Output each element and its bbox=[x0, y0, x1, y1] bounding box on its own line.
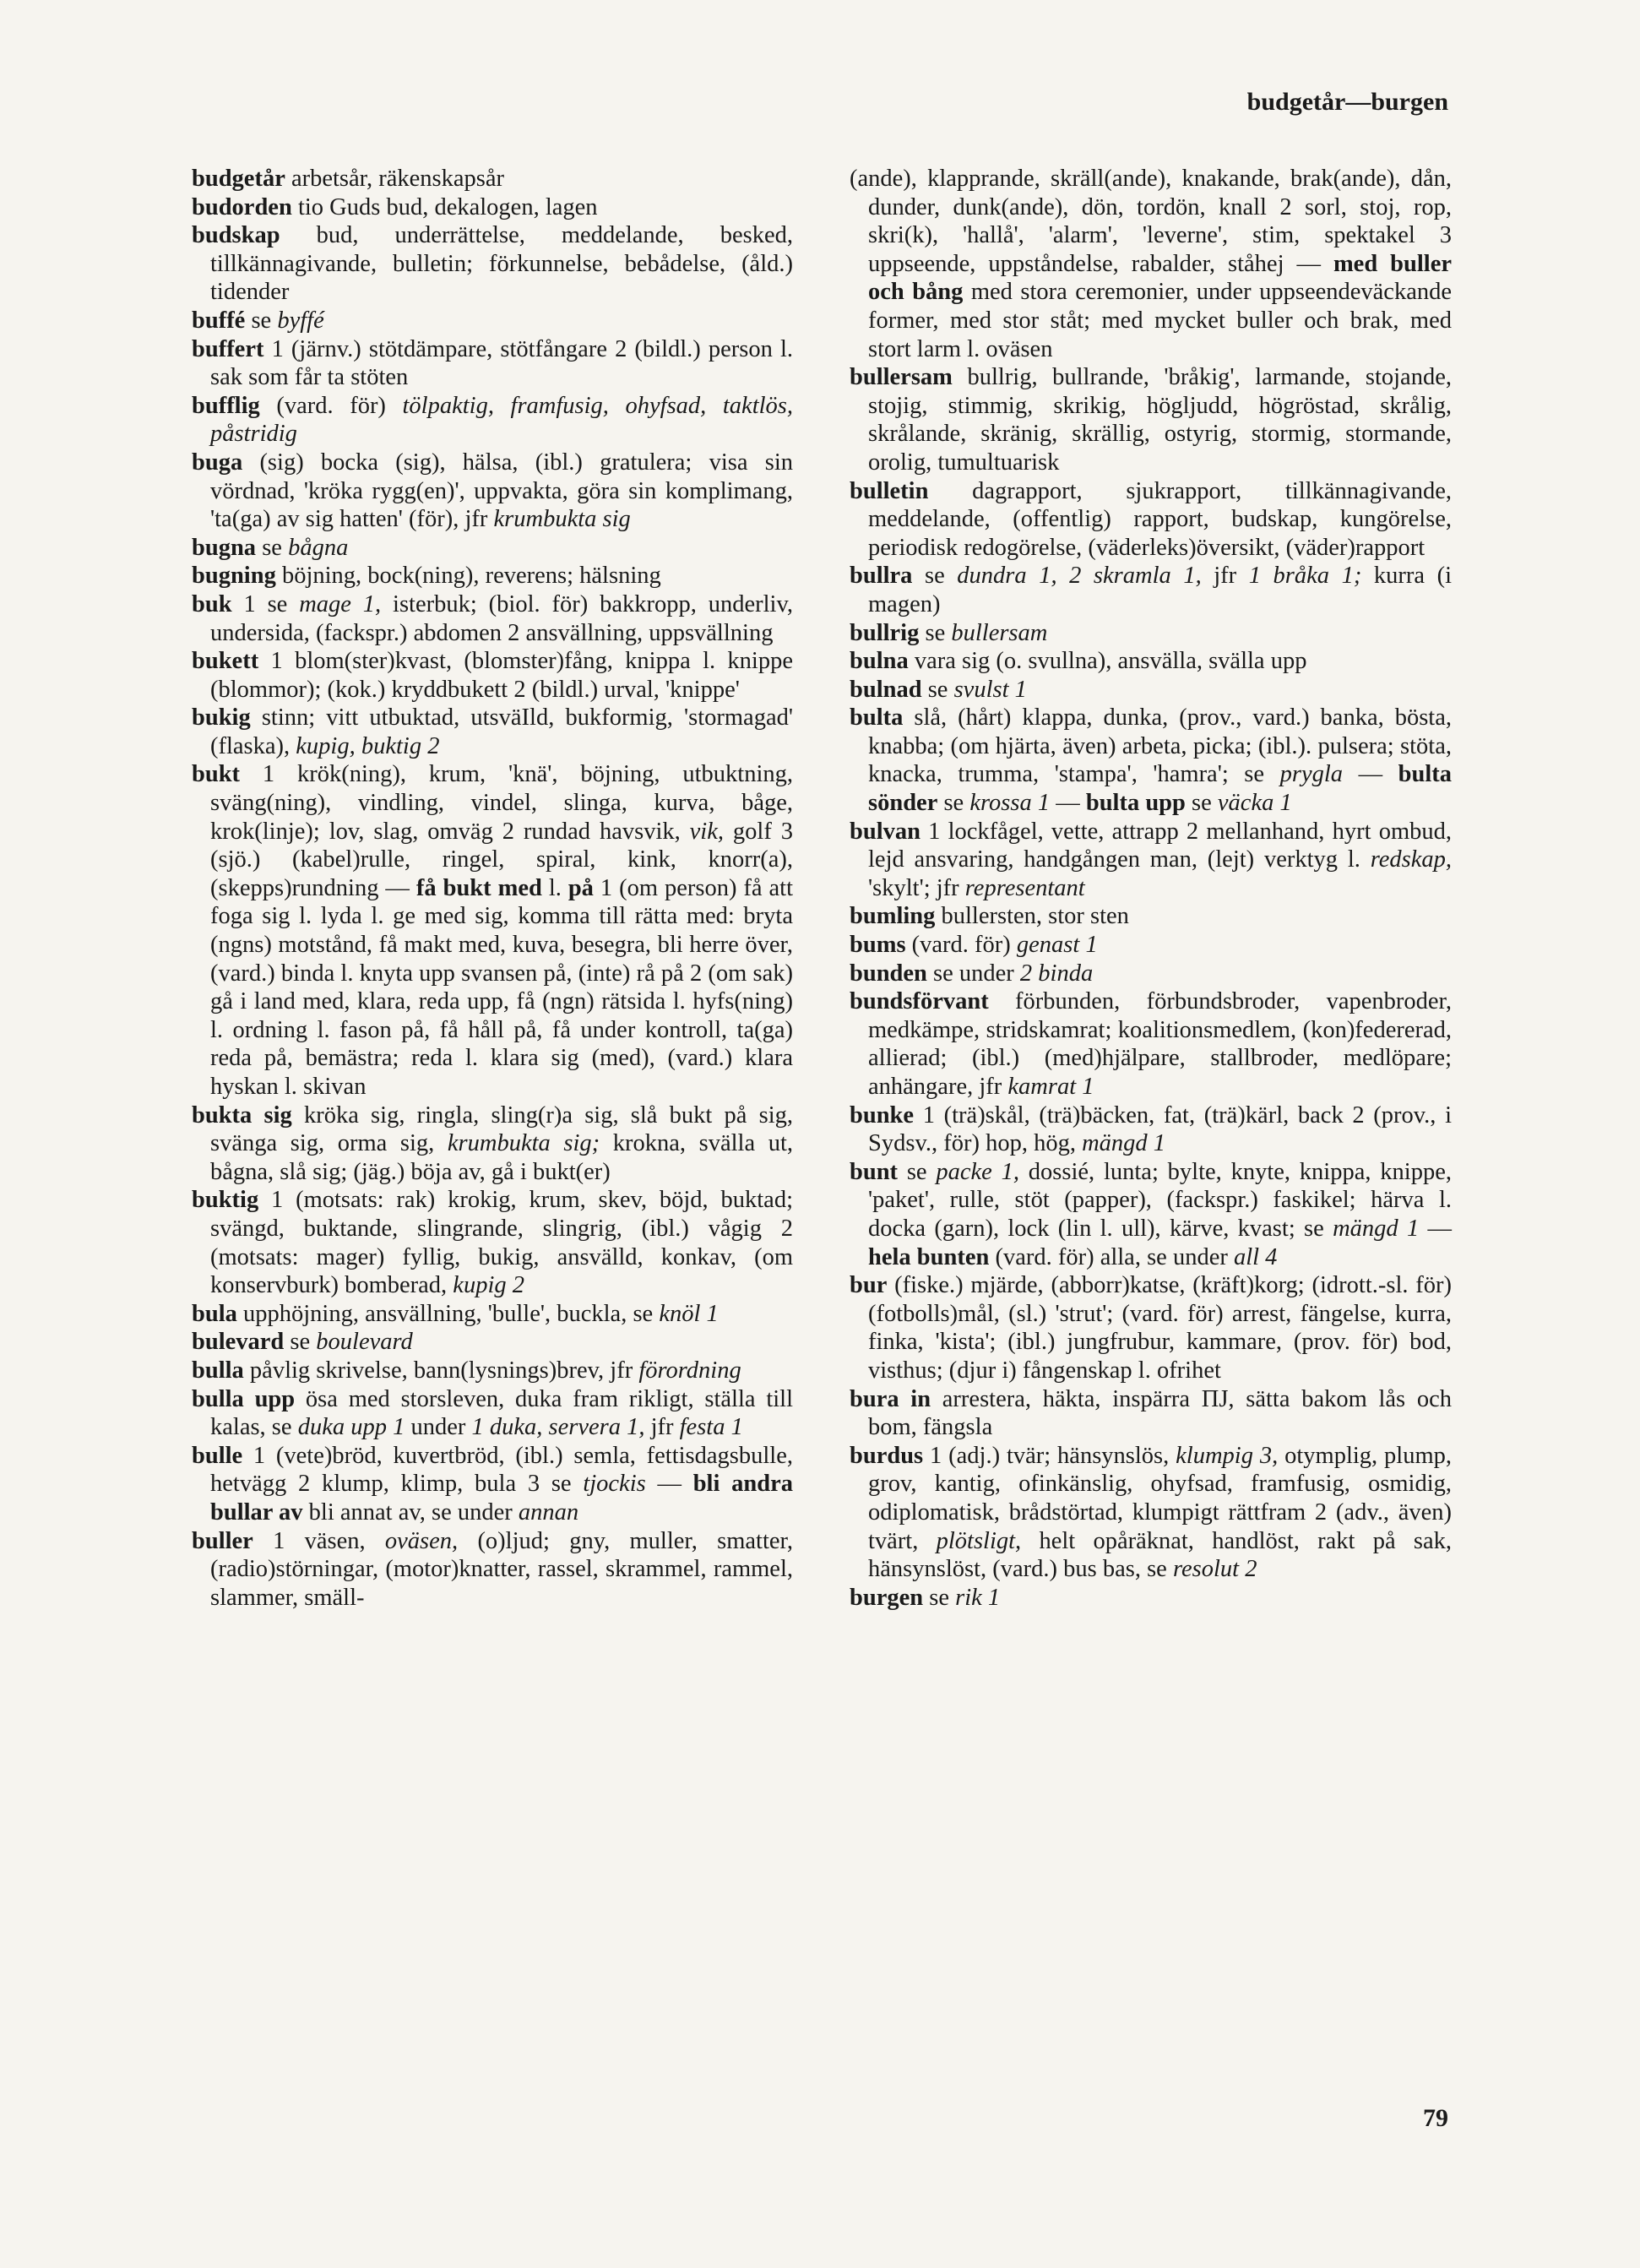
entry-text: med stora ceremonier, under uppseendeväckande former, med stor ståt; med mycket buller och brak, med stort larm l. oväsen bbox=[868, 279, 1453, 362]
entry-text: 1 väsen, bbox=[253, 1527, 385, 1554]
entry-headword: få bukt med bbox=[415, 874, 542, 901]
entry-reference: mängd 1 bbox=[1082, 1130, 1166, 1157]
entry-text: stinn; vitt utbuktad, utsväIld, bukformig, 'stormagad' (flaska), bbox=[210, 704, 793, 759]
entry-headword: bulevard bbox=[192, 1329, 285, 1356]
entry-text: kröka sig, ringla, sling(r)a sig, slå bukt på sig, svänga sig, orma sig, bbox=[210, 1101, 794, 1157]
entry-headword: bli andra bullar av bbox=[210, 1471, 793, 1526]
entry-headword: bulletin bbox=[850, 477, 929, 504]
entry-reference: resolut 2 bbox=[1172, 1556, 1257, 1583]
dictionary-entry bbox=[192, 1385, 793, 1442]
entry-text: (fiske.) mjärde, (abborr)katse, (kräft)korg; (idrott.-sl. för) (fotbolls)mål, (sl.) 'strut'; (vard. för) arrest, fängelse, kurra, finka, 'kista'; (ibl.) jungfrubur, kammare, (prov. för) bod, visthus; (djur i) fångenskap l. ofrihet bbox=[868, 1272, 1452, 1384]
entry-headword: burdus bbox=[850, 1442, 924, 1469]
dictionary-entry bbox=[850, 1101, 1452, 1158]
entry-text: — bbox=[1419, 1215, 1453, 1242]
entry-text: se bbox=[912, 563, 958, 590]
entry-headword: bukt bbox=[192, 761, 241, 788]
entry-reference: 1 bråka 1; bbox=[1248, 563, 1362, 590]
entry-text: vara sig (o. svullna), ansvälla, svälla upp bbox=[908, 648, 1307, 675]
entry-reference: genast 1 bbox=[1016, 932, 1098, 959]
entry-headword: bumling bbox=[850, 903, 936, 930]
entry-reference: mage 1, bbox=[299, 590, 382, 617]
entry-headword: bulnad bbox=[850, 676, 922, 703]
entry-headword: buk bbox=[192, 590, 232, 617]
entry-reference: redskap, bbox=[1370, 846, 1452, 873]
dictionary-entry bbox=[192, 1101, 793, 1187]
entry-reference: byffé bbox=[277, 307, 324, 334]
entry-text: 1 (motsats: rak) krokig, krum, skev, böjd, buktad; svängd, buktande, slingrande, slingrig, (ibl.) vågig 2 (motsats: mager) fyllig, bukig, ansvälld, konkav, (om konservburk) bomberad, bbox=[210, 1187, 793, 1299]
dictionary-entry bbox=[850, 676, 1452, 704]
entry-headword: bulta upp bbox=[1085, 790, 1186, 817]
entry-headword: hela bunten bbox=[868, 1243, 990, 1270]
dictionary-entry bbox=[192, 335, 793, 392]
left-column bbox=[192, 165, 793, 1612]
entry-headword: bums bbox=[850, 932, 906, 959]
dictionary-entry bbox=[192, 590, 793, 647]
entry-headword: bullrig bbox=[850, 619, 920, 646]
dictionary-entry bbox=[850, 562, 1452, 618]
entry-text: se bbox=[898, 1158, 937, 1185]
dictionary-entry bbox=[192, 760, 793, 1101]
entry-headword: buffé bbox=[192, 307, 246, 334]
entry-reference: dundra 1, 2 skramla 1, bbox=[957, 563, 1202, 590]
entry-text: golf 3 (sjö.) (kabel)rulle, ringel, spiral, kink, knorr(a), (skepps)rundning — bbox=[210, 818, 793, 901]
entry-text: bullersten, stor sten bbox=[935, 903, 1129, 930]
dictionary-entry bbox=[192, 562, 793, 590]
entry-text: se bbox=[921, 676, 954, 703]
entry-text: (vard. för) bbox=[905, 932, 1017, 959]
entry-text: se bbox=[937, 790, 970, 817]
dictionary-entry bbox=[192, 165, 793, 193]
dictionary-entry bbox=[850, 363, 1452, 476]
entry-text: helt opåräknat, handlöst, rakt på sak, hänsynslöst, (vard.) bus bas, se bbox=[868, 1527, 1452, 1583]
entry-text: dagrapport, sjukrapport, tillkännagivande, meddelande, (offentlig) rapport, budskap, kungörelse, periodisk redogörelse, (väderleks)översikt, (väder)rapport bbox=[868, 477, 1452, 561]
entry-text: arbetsår, räkenskapsår bbox=[285, 166, 505, 192]
entry-headword: budskap bbox=[192, 222, 280, 249]
entry-headword: bukta sig bbox=[192, 1101, 292, 1129]
entry-reference: representant bbox=[964, 874, 1085, 901]
entry-reference: tölpaktig, framfusig, ohyfsad, taktlös, påstridig bbox=[210, 392, 794, 448]
running-head: budgetår—burgen bbox=[1246, 88, 1448, 116]
entry-reference: plötsligt, bbox=[936, 1527, 1022, 1554]
entry-reference: all 4 bbox=[1233, 1243, 1278, 1270]
entry-text: — bbox=[1050, 790, 1086, 817]
dictionary-entry bbox=[850, 704, 1452, 817]
entry-text: l. bbox=[541, 874, 568, 901]
dictionary-entry bbox=[192, 392, 793, 449]
entry-text: (sig) bocka (sig), hälsa, (ibl.) gratulera; visa sin vördnad, 'kröka rygg(en)', uppvakta, göra sin komplimang, 'ta(ga) av sig hatten' (för), jfr bbox=[210, 449, 793, 533]
entry-text: slå, (hårt) klappa, dunka, (prov., vard.) banka, bösta, knabba; (om hjärta, även) arbeta, picka; (ibl.). pulsera; stöta, knacka, trumma, 'stampa', 'hamra'; se bbox=[868, 704, 1452, 788]
entry-text: se under bbox=[926, 960, 1020, 987]
entry-headword: budorden bbox=[192, 193, 292, 220]
entry-text: (vard. för) bbox=[259, 392, 403, 419]
entry-reference: bullersam bbox=[951, 619, 1048, 646]
entry-text: dossié, lunta; bylte, knyte, knippa, knippe, 'paket', rulle, stöt (papper), (fackspr.) faskikel; härva l. docka (garn), lock (lin l. ull), kärve, kvast; se bbox=[868, 1158, 1452, 1242]
entry-reference: knöl 1 bbox=[659, 1300, 719, 1327]
entry-text: påvlig skrivelse, bann(lysnings)brev, jfr bbox=[243, 1357, 639, 1384]
entry-text: 1 blom(ster)kvast, (blomster)fång, knippa l. knippe (blommor); (kok.) kryddbukett 2 (bildl.) urval, 'knippe' bbox=[210, 648, 793, 703]
entry-text: upphöjning, ansvällning, 'bulle', buckla, se bbox=[236, 1300, 660, 1327]
entry-headword: bulna bbox=[850, 648, 909, 675]
entry-headword: bulvan bbox=[850, 818, 920, 845]
entry-headword: buffert bbox=[192, 335, 264, 362]
entry-text: böjning, bock(ning), reverens; hälsning bbox=[275, 563, 661, 590]
dictionary-entry bbox=[850, 902, 1452, 931]
dictionary-entry bbox=[192, 1300, 793, 1329]
entry-reference: vik, bbox=[689, 818, 724, 845]
entry-text: 1 (järnv.) stötdämpare, stötfångare 2 (bildl.) person l. sak som får ta stöten bbox=[210, 335, 793, 391]
entry-reference: krumbukta sig bbox=[493, 506, 631, 533]
dictionary-entry bbox=[850, 165, 1452, 363]
entry-text: 1 se bbox=[231, 590, 300, 617]
entry-text: — bbox=[645, 1471, 693, 1498]
entry-headword: bur bbox=[850, 1272, 888, 1299]
entry-reference: 2 binda bbox=[1019, 960, 1094, 987]
page-number: 79 bbox=[1423, 2104, 1448, 2132]
entry-headword: buktig bbox=[192, 1187, 259, 1214]
dictionary-entry bbox=[192, 1357, 793, 1385]
entry-headword: bulle bbox=[192, 1442, 243, 1469]
entry-text: se bbox=[245, 307, 278, 334]
entry-text: isterbuk; (biol. för) bakkropp, underliv, undersida, (fackspr.) abdomen 2 ansvällning, uppsvällning bbox=[210, 590, 793, 646]
entry-text: se bbox=[256, 534, 289, 561]
entry-headword: budgetår bbox=[192, 166, 285, 192]
dictionary-entry bbox=[850, 987, 1452, 1101]
dictionary-entry bbox=[192, 1527, 793, 1613]
entry-reference: klumpig 3, bbox=[1176, 1442, 1279, 1469]
entry-text: se bbox=[284, 1329, 317, 1356]
entry-text: kurra (i magen) bbox=[868, 563, 1452, 617]
entry-headword: bugna bbox=[192, 534, 257, 561]
dictionary-entry bbox=[192, 647, 793, 704]
entry-reference: annan bbox=[518, 1498, 579, 1526]
dictionary-entry bbox=[192, 449, 793, 534]
entry-headword: bulta bbox=[850, 704, 904, 732]
entry-text: jfr bbox=[644, 1414, 680, 1441]
entry-text: 1 lockfågel, vette, attrapp 2 mellanhand, hyrt ombud, lejd ansvaring, handgången man, (lejt) verktyg l. bbox=[868, 818, 1452, 873]
entry-text: 'skylt'; jfr bbox=[868, 874, 965, 901]
entry-text: se bbox=[923, 1584, 956, 1611]
entry-text: 1 (om person) få att foga sig l. lyda l. ge med sig, komma till rätta med: bryta (ngns) motstånd, få makt med, kuva, besegra, bli herre över, (vard.) binda l. knyta upp svansen på, (inte) rå på 2 (om sak) gå i land med, klara, reda upp, få (ngn) rätsida l. hyfs(ning) l. ordning l. fason på, få håll på, få under kontroll, ta(ga) reda på, bemästra; reda l. klara sig (med), (vard.) klara hyskan l. skivan bbox=[210, 874, 793, 1100]
entry-headword: på bbox=[567, 874, 594, 901]
entry-text: ösa med storsleven, duka fram rikligt, ställa till kalas, se bbox=[210, 1385, 793, 1441]
entry-headword: buga bbox=[192, 449, 243, 476]
dictionary-entry bbox=[192, 1328, 793, 1357]
entry-headword: med buller och bång bbox=[868, 250, 1452, 306]
dictionary-entry bbox=[192, 704, 793, 760]
entry-reference: rik 1 bbox=[955, 1584, 1001, 1611]
entry-reference: festa 1 bbox=[679, 1414, 743, 1441]
dictionary-entry bbox=[850, 647, 1452, 676]
entry-headword: bulla upp bbox=[192, 1385, 296, 1412]
dictionary-entry bbox=[850, 1158, 1452, 1271]
right-column bbox=[850, 165, 1452, 1612]
entry-headword: bukett bbox=[192, 648, 259, 675]
dictionary-entry bbox=[192, 307, 793, 335]
dictionary-entry bbox=[850, 1442, 1452, 1584]
dictionary-entry bbox=[850, 477, 1452, 563]
entry-text: krokna, svälla ut, bågna, slå sig; (jäg.) böja av, gå i bukt(er) bbox=[210, 1130, 793, 1185]
entry-text: (ande), klapprande, skräll(ande), knakande, brak(ande), dån, dunder, dunk(ande), dön, tordön, knall 2 sorl, stoj, rop, skri(k), 'hallå', 'alarm', 'leverne', stim, spektakel 3 uppseende, uppståndelse, rabalder, ståhej — bbox=[850, 166, 1452, 277]
entry-reference: kamrat 1 bbox=[1007, 1074, 1094, 1100]
dictionary-entry bbox=[192, 534, 793, 563]
entry-reference: svulst 1 bbox=[953, 676, 1027, 703]
entry-text: (o)ljud; gny, muller, smatter, (radio)störningar, (motor)knatter, rassel, skrammel, rammel, slammer, smäll- bbox=[210, 1527, 793, 1611]
entry-text: (vard. för) alla, se under bbox=[989, 1243, 1234, 1270]
entry-headword: bukig bbox=[192, 704, 251, 732]
entry-reference: väcka 1 bbox=[1217, 790, 1292, 817]
entry-headword: burgen bbox=[850, 1584, 924, 1611]
entry-headword: bunt bbox=[850, 1158, 899, 1185]
entry-text: 1 (adj.) tvär; hänsynslös, bbox=[923, 1442, 1176, 1469]
dictionary-entry bbox=[850, 1385, 1452, 1442]
entry-reference: oväsen, bbox=[384, 1527, 459, 1554]
entry-text: förbunden, förbundsbroder, vapenbroder, medkämpe, stridskamrat; koalitionsmedlem, (kon)federerad, allierad; (ibl.) (med)hjälpare, stallbroder, medlöpare; anhängare, jfr bbox=[868, 988, 1452, 1100]
entry-headword: bufflig bbox=[192, 392, 260, 419]
entry-reference: 1 duka, servera 1, bbox=[471, 1414, 645, 1441]
entry-headword: bunden bbox=[850, 960, 927, 987]
entry-reference: duka upp 1 bbox=[297, 1414, 405, 1441]
entry-reference: krossa 1 bbox=[969, 790, 1051, 817]
entry-text: — bbox=[1343, 761, 1398, 788]
entry-reference: bågna bbox=[288, 534, 349, 561]
entry-reference: boulevard bbox=[316, 1329, 413, 1356]
entry-reference: packe 1, bbox=[936, 1158, 1019, 1185]
entry-reference: krumbukta sig; bbox=[447, 1130, 600, 1157]
dictionary-entry bbox=[850, 818, 1452, 903]
entry-headword: bulla bbox=[192, 1357, 244, 1384]
entry-headword: bugning bbox=[192, 563, 276, 590]
entry-text: 1 krök(ning), krum, 'knä', böjning, utbuktning, sväng(ning), vindling, vindel, slinga, kurva, båge, krok(linje); lov, slag, omväg 2 rundad havsvik, bbox=[210, 761, 793, 845]
entry-text: se bbox=[919, 619, 952, 646]
entry-headword: bunke bbox=[850, 1101, 915, 1129]
dictionary-entry bbox=[192, 1186, 793, 1299]
entry-reference: förordning bbox=[638, 1357, 741, 1384]
dictionary-entry bbox=[192, 221, 793, 307]
entry-headword: bura in bbox=[850, 1385, 931, 1412]
entry-reference: mängd 1 bbox=[1333, 1215, 1420, 1242]
entry-text: 1 (vete)bröd, kuvertbröd, (ibl.) semla, fettisdagsbulle, hetvägg 2 klump, klimp, bula 3 se bbox=[210, 1442, 793, 1498]
entry-reference: kupig 2 bbox=[453, 1272, 524, 1299]
entry-text: arrestera, häkta, inspärra ПJ, sätta bakom lås och bom, fängsla bbox=[868, 1385, 1452, 1441]
entry-headword: bundsförvant bbox=[850, 988, 989, 1015]
entry-headword: buller bbox=[192, 1527, 253, 1554]
entry-text: otymplig, plump, grov, kantig, ofinkänslig, ohyfsad, framfusig, osmidig, odiplomatisk, brådstörtad, klumpigt rättfram 2 (adv., även) tvärt, bbox=[868, 1442, 1452, 1554]
entry-text: tio Guds bud, dekalogen, lagen bbox=[291, 193, 598, 220]
dictionary-entry bbox=[192, 193, 793, 222]
entry-text: se bbox=[1185, 790, 1218, 817]
entry-text: under bbox=[405, 1414, 472, 1441]
entry-reference: prygla bbox=[1279, 761, 1344, 788]
entry-reference: tjockis bbox=[583, 1471, 646, 1498]
entry-headword: bulta sönder bbox=[868, 761, 1453, 817]
dictionary-entry bbox=[850, 931, 1452, 960]
dictionary-entry bbox=[192, 1442, 793, 1527]
entry-text: 1 (trä)skål, (trä)bäcken, fat, (trä)kärl, back 2 (prov., i Sydsv., för) hop, hög, bbox=[868, 1101, 1452, 1157]
entry-reference: kupig, buktig 2 bbox=[296, 732, 440, 759]
entry-text: bullrig, bullrande, 'bråkig', larmande, stojande, stojig, stimmig, skrikig, högljudd, högröstad, skrålig, skrålande, skränig, skrällig, ostyrig, stormig, stormande, orolig, tumultuarisk bbox=[868, 364, 1452, 476]
entry-headword: bullersam bbox=[850, 364, 953, 391]
dictionary-entry bbox=[850, 619, 1452, 648]
entry-text: bud, underrättelse, meddelande, besked, tillkännagivande, bulletin; förkunnelse, bebådelse, (åld.) tidender bbox=[210, 222, 793, 306]
dictionary-entry bbox=[850, 1271, 1452, 1384]
dictionary-entry bbox=[850, 1584, 1452, 1613]
entry-text: jfr bbox=[1201, 563, 1249, 590]
entry-headword: bula bbox=[192, 1300, 237, 1327]
dictionary-entry bbox=[850, 960, 1452, 988]
entry-headword: bullra bbox=[850, 563, 913, 590]
entry-text: bli annat av, se under bbox=[302, 1498, 519, 1526]
